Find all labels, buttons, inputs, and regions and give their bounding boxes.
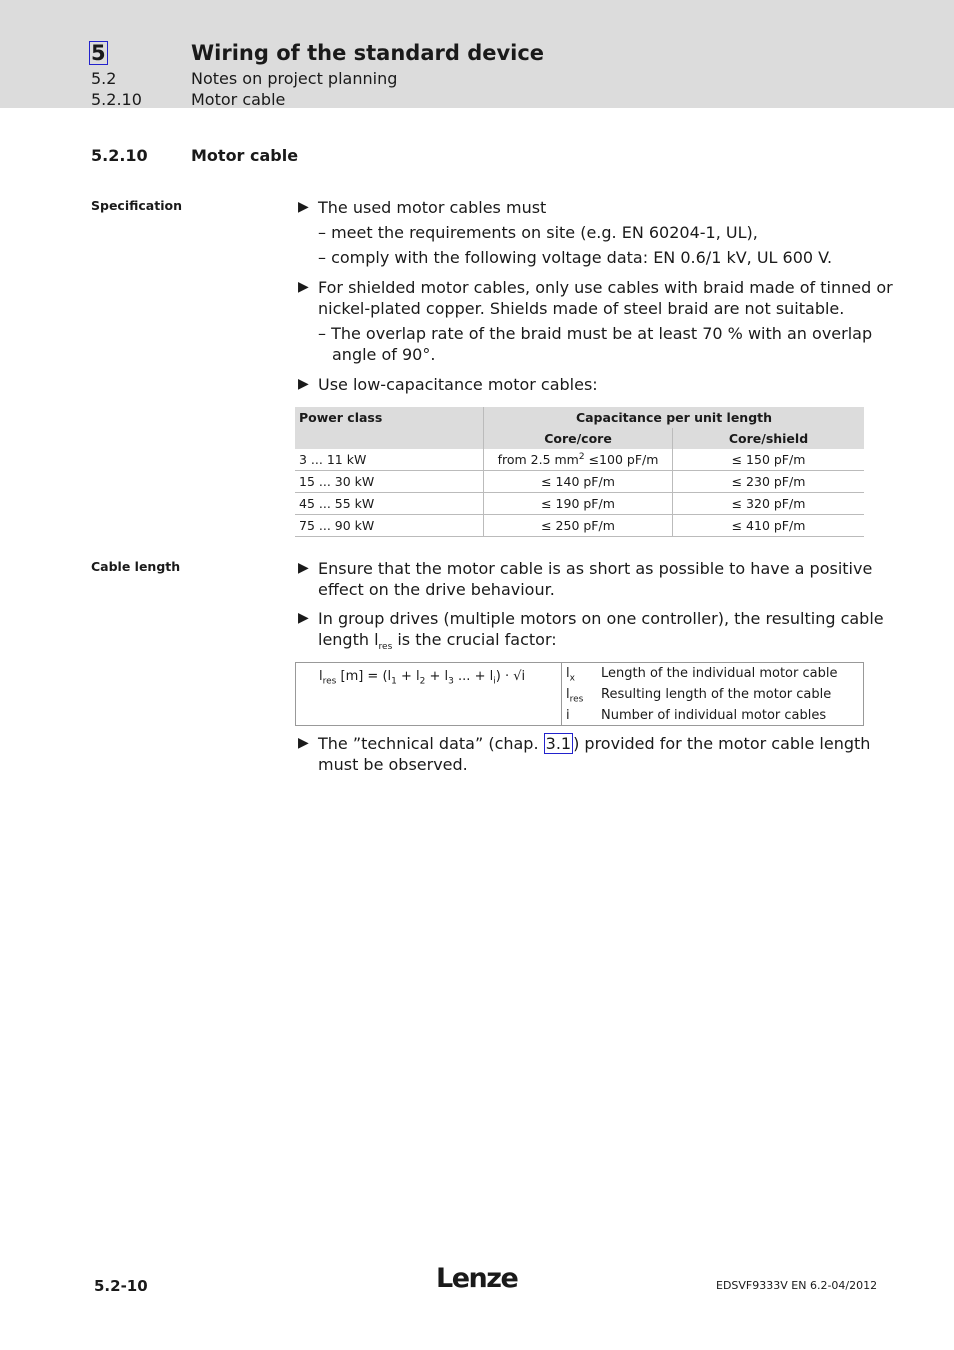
legend-text: Resulting length of the motor cable: [601, 687, 832, 702]
spec-bullet-2-line-2: nickel-plated copper. Shields made of steel braid are not suitable.: [318, 299, 845, 318]
cable-length-formula: $l_{res}$ $[m] = (l_1 + l_2 + l_3$ ... + $l_i) \cdot √i$: [319, 669, 526, 687]
chapter-number-link[interactable]: 5: [91, 41, 106, 65]
cable-bullet-2-line-1: In group drives (multiple motors on one controller), the resulting cable: [318, 609, 884, 628]
cable-bullet-2-line-2: length $l_{res}$ is the crucial factor:: [318, 630, 557, 653]
spec-bullet-1-dash-1: – meet the requirements on site (e.g. EN 60204-1, UL),: [318, 223, 758, 242]
cell-core-shield: ≤ 150 pF/m: [673, 449, 865, 471]
cable-bullet-1-line-2: effect on the drive behaviour.: [318, 580, 555, 599]
page-number: 5.2-10: [94, 1277, 148, 1295]
cell-core-core: ≤ 190 pF/m: [484, 493, 673, 515]
cell-core-shield: ≤ 410 pF/m: [673, 515, 865, 537]
breadcrumb-text-1: Notes on project planning: [191, 69, 398, 88]
breadcrumb-num-2: 5.2.10: [91, 90, 142, 109]
bullet-arrow-icon: ▶: [298, 376, 309, 392]
bullet-arrow-icon: ▶: [298, 279, 309, 295]
table-header-row: [295, 407, 864, 428]
table-row: [295, 471, 864, 493]
cell-core-core: ≤ 140 pF/m: [484, 471, 673, 493]
bullet-arrow-icon: ▶: [298, 610, 309, 626]
spec-bullet-2-line-1: For shielded motor cables, only use cables with braid made of tinned or: [318, 278, 893, 297]
spec-bullet-1: The used motor cables must: [318, 198, 547, 217]
cable-bullet-1-line-1: Ensure that the motor cable is as short as possible to have a positive: [318, 559, 873, 578]
legend-text: Length of the individual motor cable: [601, 666, 838, 681]
chapter-3-1-link[interactable]: 3.1: [545, 734, 572, 753]
legend-symbol: $l_x$: [566, 666, 575, 684]
legend-text: Number of individual motor cables: [601, 708, 827, 723]
table-row: [295, 493, 864, 515]
specification-label: Specification: [91, 198, 182, 213]
cell-core-shield: ≤ 230 pF/m: [673, 471, 865, 493]
spec-bullet-2-dash-line-1: – The overlap rate of the braid must be at least 70 % with an overlap: [318, 324, 873, 343]
section-number: 5.2.10: [91, 146, 148, 165]
cell-power: 15 ... 30 kW: [295, 471, 484, 493]
table-subheader-row: [295, 428, 864, 449]
col-header-capacitance: Capacitance per unit length: [484, 407, 865, 428]
cable-length-label: Cable length: [91, 559, 181, 574]
cable-bullet-3-line-1: The ”technical data” (chap. 3.1 ) provided for the motor cable length: [318, 734, 871, 753]
spec-bullet-1-dash-2: – comply with the following voltage data: EN 0.6/1 kV, UL 600 V.: [318, 248, 833, 267]
cell-power: 75 ... 90 kW: [295, 515, 484, 537]
col-header-core-core: Core/core: [484, 428, 673, 449]
col-header-empty: [295, 428, 484, 449]
legend-symbol: $l_{res}$: [566, 687, 584, 705]
table-row: [295, 449, 864, 471]
table-row: [295, 515, 864, 537]
bullet-arrow-icon: ▶: [298, 199, 309, 215]
formula-box: [295, 662, 864, 726]
bullet-arrow-icon: ▶: [298, 560, 309, 576]
bullet-arrow-icon: ▶: [298, 735, 309, 751]
col-header-power-class: Power class: [295, 407, 484, 428]
breadcrumb-text-2: Motor cable: [191, 90, 286, 109]
cell-power: 45 ... 55 kW: [295, 493, 484, 515]
capacitance-table: [295, 407, 864, 537]
chapter-title: Wiring of the standard device: [191, 41, 545, 65]
spec-bullet-2-dash-line-2: angle of 90°.: [332, 345, 436, 364]
cell-core-shield: ≤ 320 pF/m: [673, 493, 865, 515]
cell-power: 3 ... 11 kW: [295, 449, 484, 471]
spec-bullet-3: Use low-capacitance motor cables:: [318, 375, 598, 394]
lenze-logo: Lenze: [436, 1263, 518, 1294]
section-title: Motor cable: [191, 146, 299, 165]
document-id: EDSVF9333V EN 6.2-04/2012: [716, 1279, 878, 1292]
cable-bullet-3-line-2: must be observed.: [318, 755, 468, 774]
legend-symbol: i: [566, 708, 570, 723]
breadcrumb-num-1: 5.2: [91, 69, 117, 88]
formula-divider: [561, 663, 562, 725]
cell-core-core: from 2.5 $mm^2 \le 100$ pF/m: [484, 449, 673, 471]
cell-core-core: ≤ 250 pF/m: [484, 515, 673, 537]
col-header-core-shield: Core/shield: [673, 428, 865, 449]
